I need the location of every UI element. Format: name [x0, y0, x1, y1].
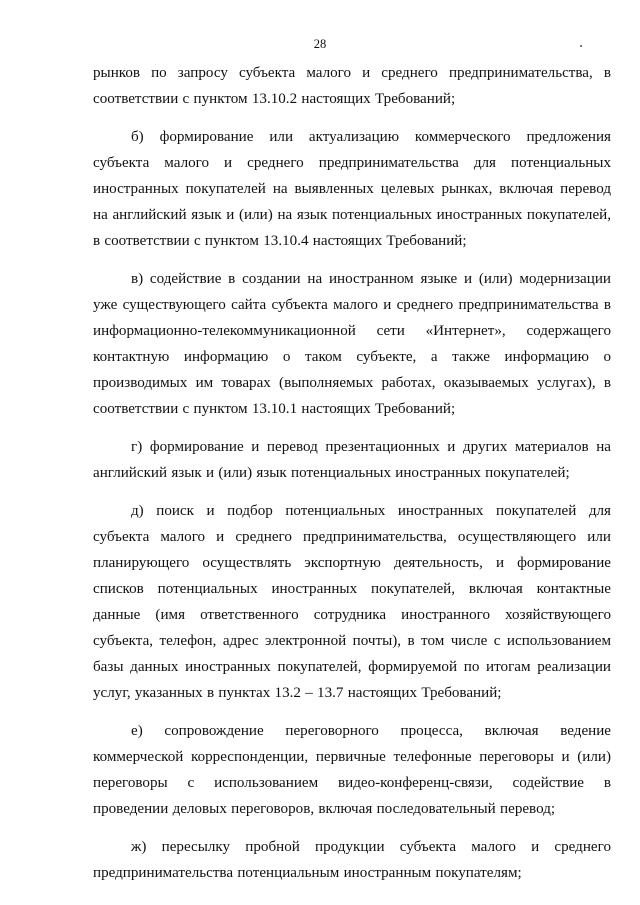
paragraph-item-v: в) содействие в создании на иностранном языке и (или) модернизации уже существующего сайта субъекта малого и среднего предпринимательства в информационно-телекоммуникационной сети «Интернет», содержащего контактную информацию о таком субъекте, а также информацию о производимых им товарах (выполняемых работах, оказываемых услугах), в соответствии с пунктом 13.10.1 настоящих Требований;: [93, 271, 611, 417]
scan-artifact-dot: [580, 45, 582, 47]
paragraph-item-d: д) поиск и подбор потенциальных иностранных покупателей для субъекта малого и среднего предпринимательства, осуществляющего или планирующего осуществлять экспортную деятельность, и формирование списков потенциальных иностранных покупателей, включая контактные данные (имя ответственного сотрудника иностранного хозяйствующего субъекта, телефон, адрес электронной почты), в том числе с использованием базы данных иностранных покупателей, формируемой по итогам реализации услуг, указанных в пунктах 13.2 – 13.7 настоящих Требований;: [93, 503, 611, 701]
paragraph-item-g: г) формирование и перевод презентационных и других материалов на английский язык и (или) язык потенциальных иностранных покупателей;: [93, 439, 611, 481]
paragraph-item-e: е) сопровождение переговорного процесса, включая ведение коммерческой корреспонденции, первичные телефонные переговоры и (или) переговоры с использованием видео-конференц-связи, содействие в проведении деловых переговоров, включая последовательный перевод;: [93, 723, 611, 817]
paragraph-item-b: б) формирование или актуализацию коммерческого предложения субъекта малого и среднего предпринимательства для потенциальных иностранных покупателей на выявленных целевых рынках, включая перевод на английский язык и (или) на язык потенциальных иностранных покупателей, в соответствии с пунктом 13.10.4 настоящих Требований;: [93, 129, 611, 249]
paragraph-continuation: рынков по запросу субъекта малого и среднего предпринимательства, в соответствии с пунктом 13.10.2 настоящих Требований;: [93, 65, 611, 107]
body-text: [93, 60, 611, 898]
paragraph-item-zh: ж) пересылку пробной продукции субъекта малого и среднего предпринимательства потенциальным иностранным покупателям;: [93, 839, 611, 881]
page-number: 28: [313, 37, 327, 51]
